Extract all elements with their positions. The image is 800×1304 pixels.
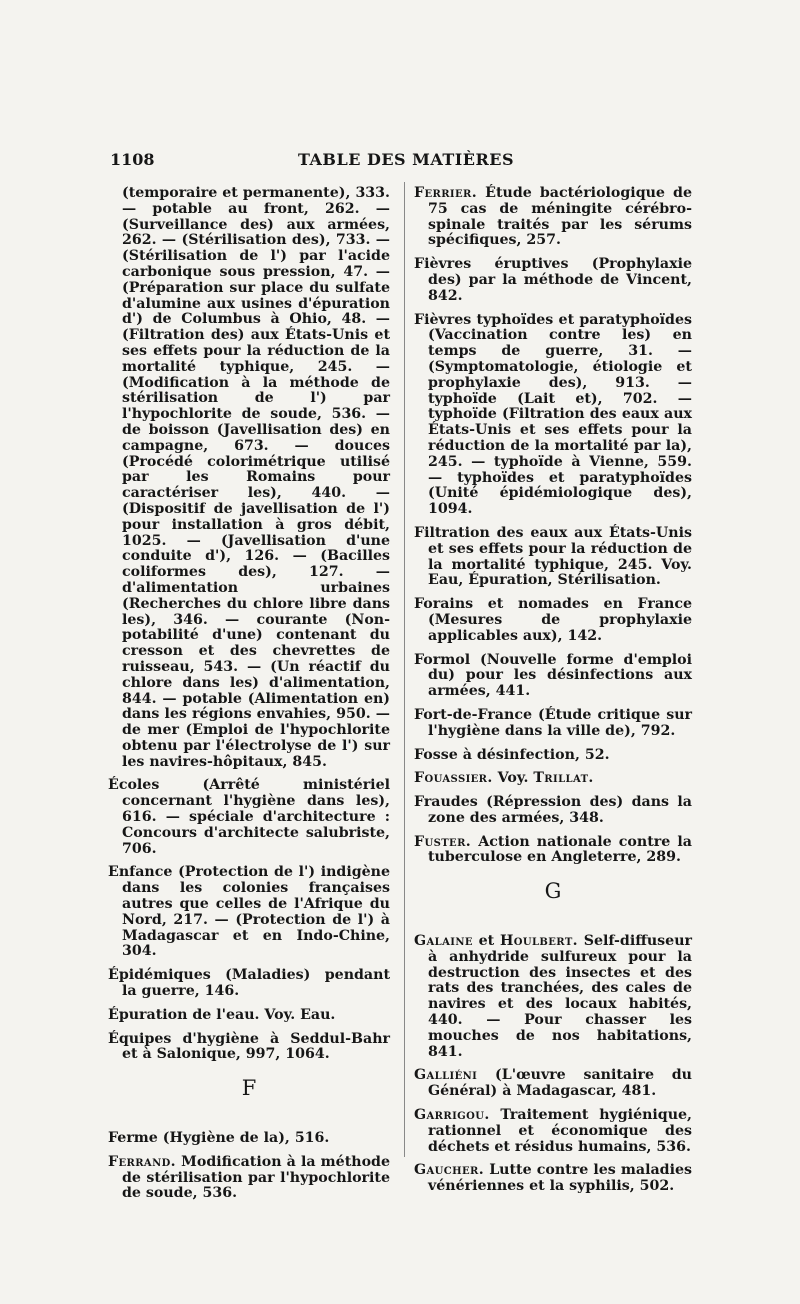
entry-text: Traitement hygiénique, rationnel et économique des déchets et résidus humains, 536. bbox=[428, 1107, 692, 1155]
left-column bbox=[108, 186, 390, 1210]
entry-text: (L'œuvre sanitaire du Général) à Madagascar, 481. bbox=[428, 1067, 692, 1100]
right-column bbox=[414, 186, 692, 1203]
index-entry: Ferme (Hygiène de la), 516. bbox=[108, 1130, 330, 1147]
index-entry: Épidémiques (Maladies) pendant la guerre, 146. bbox=[108, 967, 390, 1000]
index-entry bbox=[414, 1108, 692, 1155]
column-divider bbox=[404, 182, 405, 1157]
section-letter-g: G bbox=[544, 879, 562, 904]
author-name: Garrigou. bbox=[414, 1107, 490, 1124]
index-entry: Formol (Nouvelle forme d'emploi du) pour les désinfections aux armées, 441. bbox=[414, 651, 692, 700]
entry-text: Modification à la méthode de stérilisation par l'hypochlorite de soude, 536. bbox=[122, 1153, 390, 1202]
index-entry: Fort-de-France (Étude critique sur l'hygiène dans la ville de), 792. bbox=[414, 706, 692, 739]
entry-text: Étude bactériologique de 75 cas de méningite cérébro-spinale traités par les sérums spécifiques, 257. bbox=[428, 185, 692, 249]
index-entry: Fraudes (Répression des) dans la zone des armées, 348. bbox=[414, 794, 692, 826]
index-entry: Forains et nomades en France (Mesures de prophylaxie applicables aux), 142. bbox=[414, 596, 692, 644]
page-number: 1108 bbox=[110, 150, 155, 169]
index-entry: Équipes d'hygiène à Seddul-Bahr et à Salonique, 997, 1064. bbox=[108, 1030, 390, 1063]
author-name: Galliéni bbox=[414, 1067, 478, 1084]
index-entry bbox=[108, 1155, 390, 1202]
entry-text: et bbox=[472, 933, 500, 950]
index-entry bbox=[414, 771, 692, 787]
author-name: Ferrand. bbox=[108, 1153, 177, 1170]
index-entry: (temporaire et permanente), 333. — potable au front, 262. — (Surveillance des) aux armées, 262. — (Stérilisation des), 733. — (Stérilisation de l') par l'acide carbonique sous pression, 47. — (Préparation sur place du sulfate d'alumine aux usines d'épuration d') de Columbus à Ohio, 48. — (Filtration des) aux États-Unis et ses effets pour la réduction de la mortalité typhique, 245. — (Modification à la méthode de stérilisation de l') par l'hypochlorite de soude, 536. — de boisson (Javellisation des) en campagne, 673. — douces (Procédé colorimétrique utilisé par les Romains pour caractériser les), 440. — (Dispositif de javellisation de l') pour installation à gros débit, 1025. — (Javellisation d'une conduite d'), 126. — (Bacilles coliformes des), 127. — d'alimentation urbaines (Recherches du chlore libre dans les), 346. — courante (Non-potabilité d'une) contenant du cresson et des chevrettes de ruisseau, 543. — (Un réactif du chlore dans les) d'alimentation, 844. — potable (Alimentation en) dans les régions envahies, 950. — de mer (Emploi de l'hypochlorite obtenu par l'électrolyse de l') sur les navires-hôpitaux, 845. bbox=[122, 185, 390, 770]
index-entry: Fièvres typhoïdes et paratyphoïdes (Vaccination contre les) en temps de guerre, 31. — (Symptomatologie, étiologie et prophylaxie des), 913. — typhoïde (Lait et), 702. — typhoïde (Filtration des eaux aux États-Unis et ses effets pour la réduction de la mortalité par la), 245. — typhoïde à Vienne, 559. — typhoïdes et paratyphoïdes (Unité épidémiologique des), 1094. bbox=[414, 311, 692, 518]
index-entry bbox=[414, 1163, 692, 1195]
index-entry: Fosse à désinfection, 52. bbox=[414, 746, 610, 763]
index-entry: Fièvres éruptives (Prophylaxie des) par la méthode de Vincent, 842. bbox=[414, 256, 692, 304]
section-letter-f: F bbox=[241, 1076, 257, 1101]
entry-text: Action nationale contre la tuberculose en Angleterre, 289. bbox=[428, 833, 692, 866]
index-entry: Écoles (Arrêté ministériel concernant l'hygiène dans les), 616. — spéciale d'architecture : Concours d'architecte salubriste, 706. bbox=[108, 777, 390, 857]
entry-text: Voy. bbox=[492, 770, 534, 787]
cross-reference: Trillat. bbox=[533, 770, 594, 787]
author-name: Galaine bbox=[414, 933, 473, 950]
page-header bbox=[110, 150, 702, 174]
author-name: Fouassier. bbox=[414, 770, 493, 787]
index-entry: Filtration des eaux aux États-Unis et ses effets pour la réduction de la mortalité typhique, 245. Voy. Eau, Épuration, Stérilisation. bbox=[414, 524, 692, 589]
index-entry bbox=[414, 1068, 692, 1100]
author-name: Gaucher. bbox=[414, 1162, 485, 1179]
entry-text: Lutte contre les maladies vénériennes et la syphilis, 502. bbox=[428, 1162, 692, 1195]
index-entry bbox=[414, 186, 692, 249]
index-entry bbox=[414, 934, 692, 1060]
entry-text: Self-diffuseur à anhydride sulfureux pour la destruction des insectes et des rats des tranchées, des cales de navires et des locaux habités, 440. — Pour chasser les mouches de nos habitations, 841. bbox=[428, 933, 692, 1060]
author-name: Fuster. bbox=[414, 833, 472, 850]
running-title: TABLE DES MATIÈRES bbox=[297, 150, 515, 169]
index-entry: Enfance (Protection de l') indigène dans les colonies françaises autres que celles de l'Afrique du Nord, 217. — (Protection de l') à Madagascar et en Indo-Chine, 304. bbox=[108, 864, 390, 960]
author-name: Ferrier. bbox=[414, 185, 478, 201]
index-entry: Épuration de l'eau. Voy. Eau. bbox=[108, 1006, 336, 1023]
author-name: Houlbert. bbox=[499, 933, 579, 950]
index-entry bbox=[414, 835, 692, 867]
